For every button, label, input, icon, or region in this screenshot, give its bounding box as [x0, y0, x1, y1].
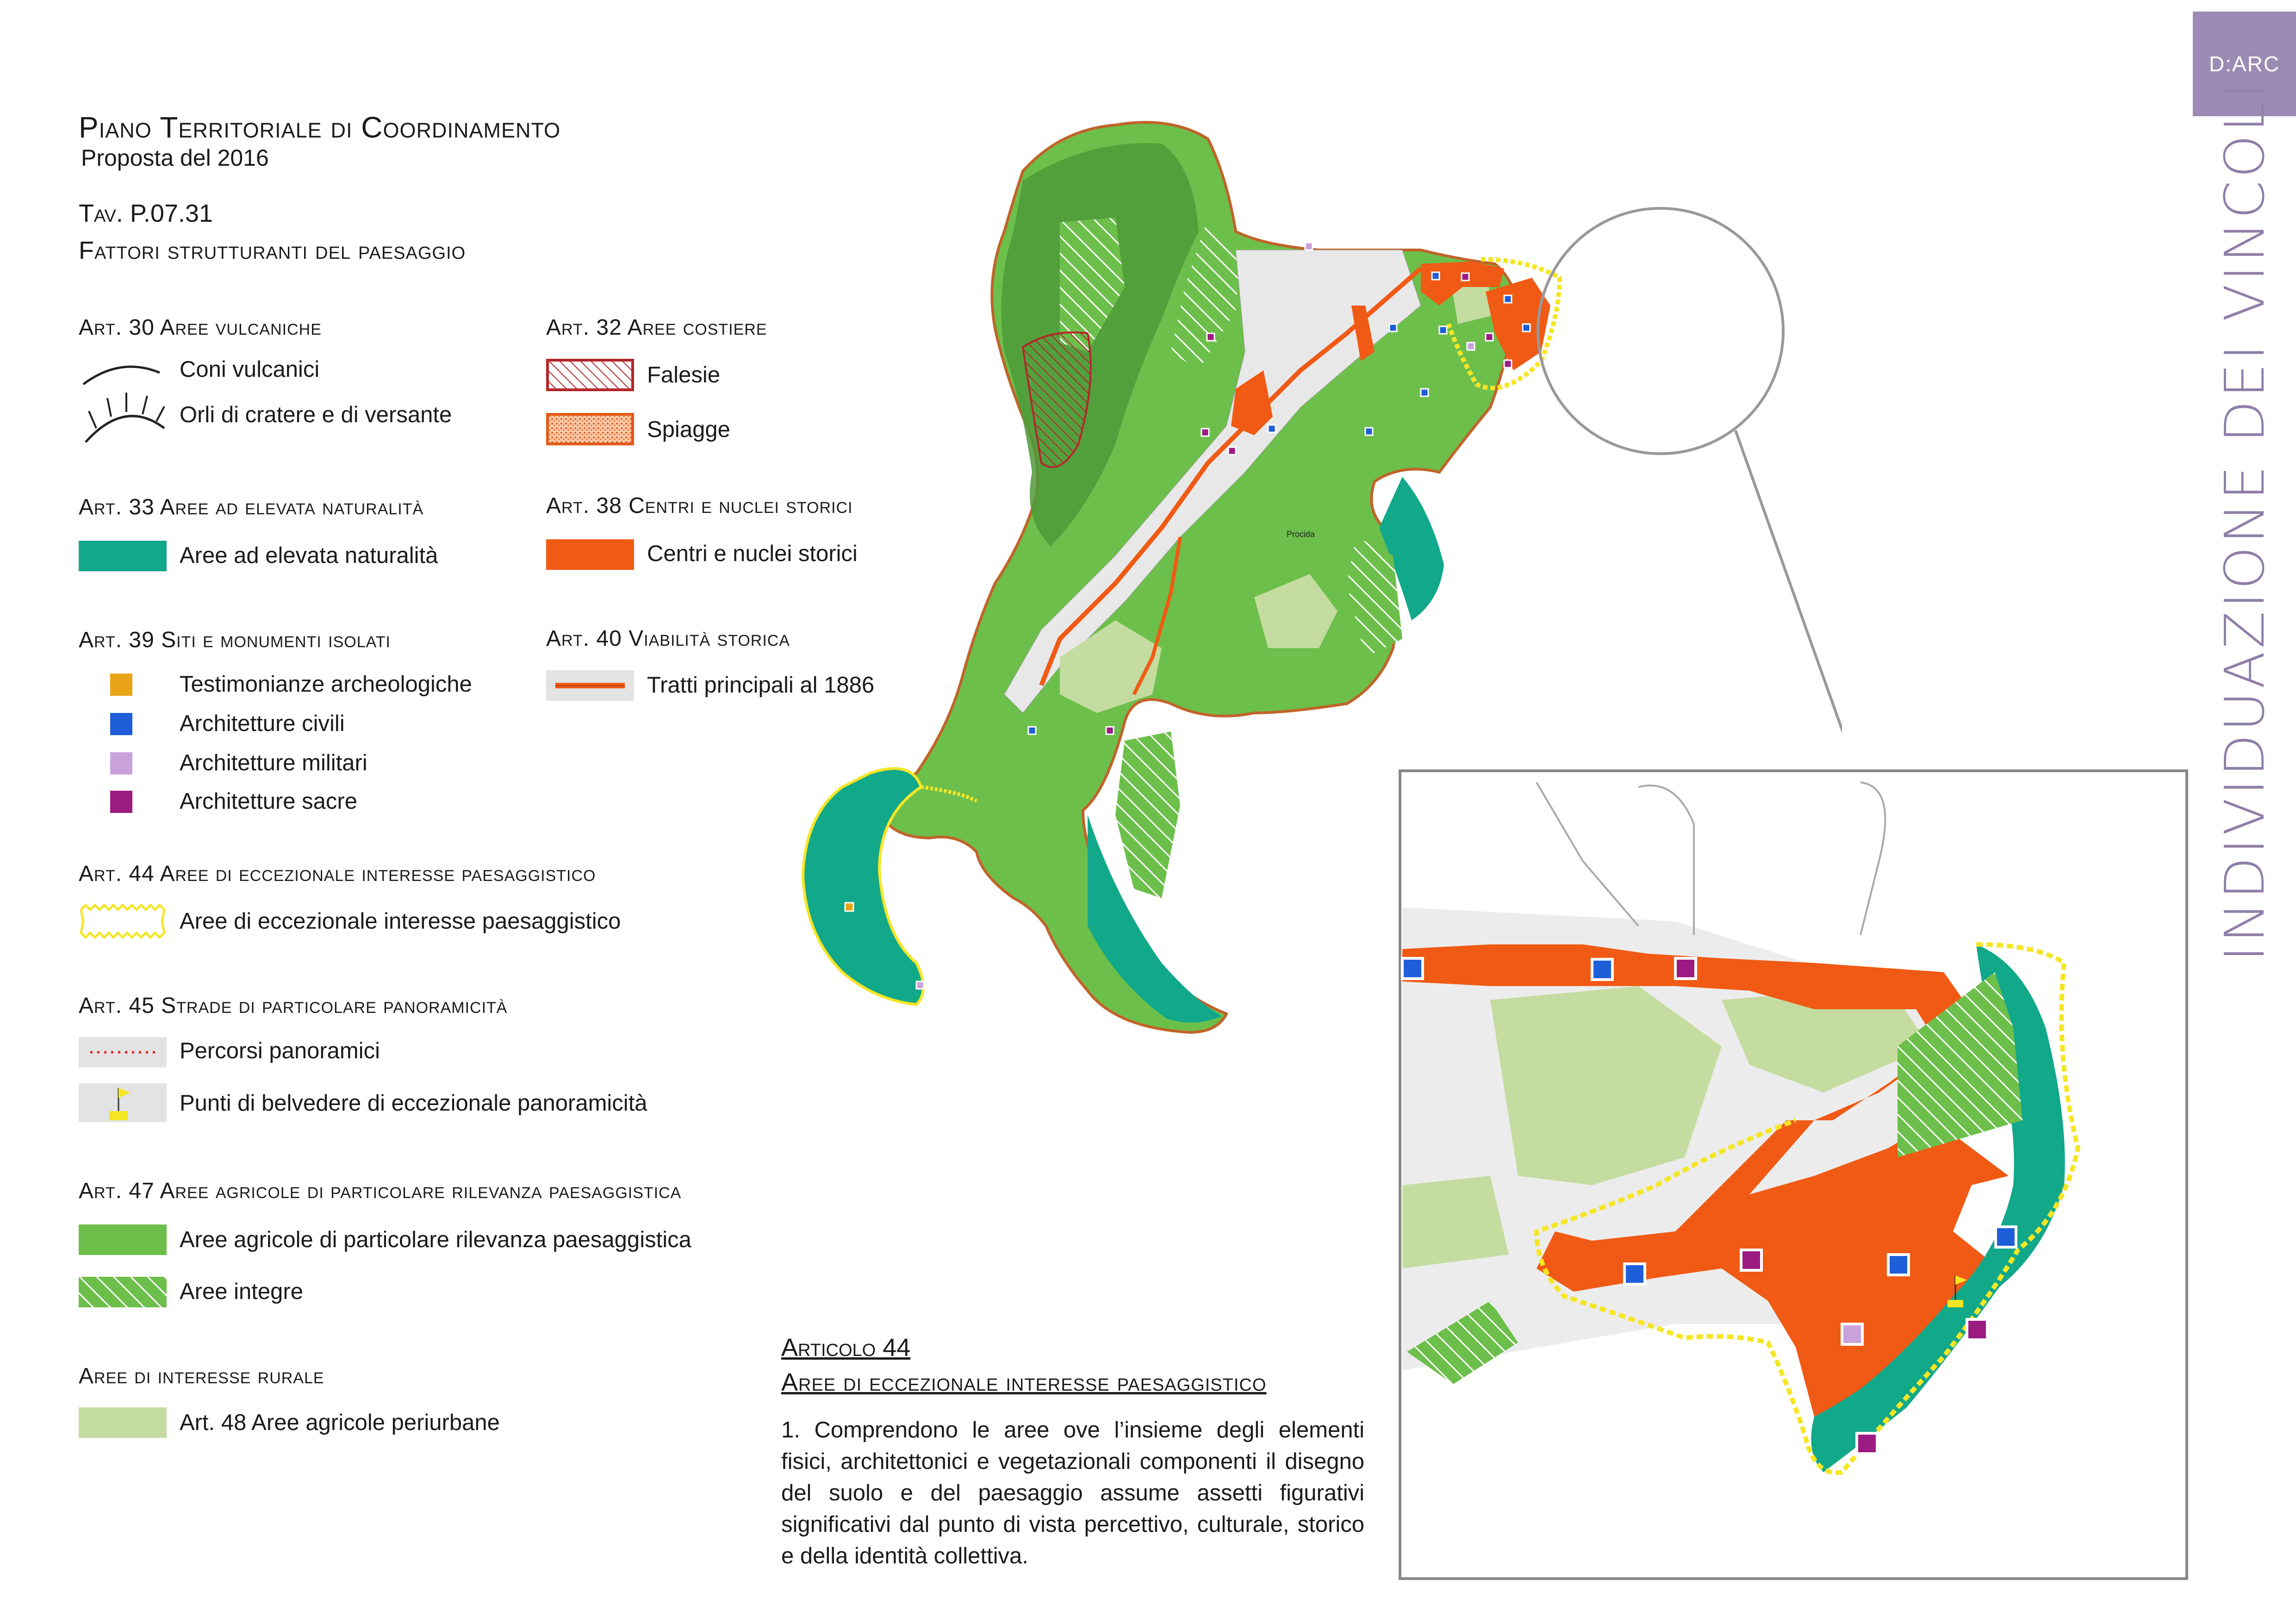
- legend-item-sacre: Architetture sacre: [180, 789, 357, 814]
- integre-swatch: [79, 1277, 167, 1307]
- table-code: Tav. P.07.31: [79, 200, 213, 227]
- magnifier-connector: [1736, 431, 1842, 768]
- marker-civile: [1421, 389, 1428, 396]
- place-label: Procida: [1287, 530, 1315, 539]
- marker-sacra: [1228, 447, 1236, 455]
- table-subtitle: Fattori strutturanti del paesaggio: [79, 237, 466, 264]
- legend-item-naturalita: Aree ad elevata naturalità: [180, 543, 438, 568]
- marker-civile: [1523, 324, 1530, 331]
- eccezionale-zigzag-icon: [79, 903, 167, 940]
- marker-civile: [1028, 727, 1036, 734]
- side-title: INDIVIDUAZIONE DEI VINCOLI: [2213, 80, 2277, 962]
- integre-area-3: [1115, 731, 1180, 898]
- marker-militare: [1467, 343, 1475, 350]
- inset-marker-civile: [1402, 958, 1423, 979]
- marker-sacra: [1504, 360, 1512, 368]
- magnifier-circle: [1538, 208, 1783, 454]
- militari-square-icon: [110, 752, 132, 775]
- legend-heading-art45: Art. 45 Strade di particolare panoramicità: [79, 993, 508, 1018]
- marker-sacra: [1201, 429, 1209, 436]
- legend-heading-art39: Art. 39 Siti e monumenti isolati: [79, 628, 391, 652]
- marker-civile: [1365, 428, 1373, 435]
- legend-heading-rurali: Aree di interesse rurale: [79, 1364, 324, 1388]
- articolo-subtitle: Aree di eccezionale interesse paesaggistico: [781, 1368, 1267, 1396]
- inset-marker-civile: [1996, 1227, 2016, 1247]
- periurbane-inset-3: [1402, 1176, 1509, 1268]
- inset-marker-civile: [1888, 1255, 1909, 1275]
- marker-sacra: [1486, 333, 1493, 341]
- legend-heading-art38: Art. 38 Centri e nuclei storici: [546, 493, 853, 518]
- legend-heading-art44: Art. 44 Aree di eccezionale interesse paesaggistico: [79, 862, 596, 886]
- legend-item-viabilita: Tratti principali al 1886: [647, 673, 875, 698]
- articolo-title: Articolo 44: [781, 1334, 911, 1362]
- archeologiche-square-icon: [110, 674, 132, 696]
- legend-heading-art32: Art. 32 Aree costiere: [546, 315, 767, 340]
- legend-heading-art47: Art. 47 Aree agricole di particolare rilevanza paesaggistica: [79, 1179, 682, 1203]
- spiagge-swatch: [546, 413, 634, 445]
- legend-item-belvedere: Punti di belvedere di eccezionale panoramicità: [180, 1091, 647, 1116]
- marker-civile: [1268, 425, 1276, 432]
- marker-civile: [1439, 326, 1447, 334]
- marker-archeologico: [845, 903, 853, 911]
- page-title: Piano Territoriale di Coordinamento: [79, 111, 561, 144]
- marker-civile: [1504, 295, 1512, 303]
- legend-item-eccezionale: Aree di eccezionale interesse paesaggistico: [180, 909, 621, 934]
- inset-marker-sacra: [1857, 1433, 1877, 1454]
- legend-heading-art33: Art. 33 Aree ad elevata naturalità: [79, 495, 424, 519]
- civili-square-icon: [110, 713, 132, 735]
- marker-militare: [1305, 243, 1313, 250]
- falesie-swatch: [546, 359, 634, 391]
- page-subtitle: Proposta del 2016: [81, 145, 269, 171]
- legend-item-orli: Orli di cratere e di versante: [180, 402, 452, 427]
- legend-item-percorsi: Percorsi panoramici: [180, 1038, 380, 1063]
- inset-marker-sacra: [1967, 1319, 1987, 1340]
- volcanic-cone-icon: [79, 352, 171, 444]
- belvedere-swatch: [79, 1083, 167, 1122]
- legend-item-archeologiche: Testimonianze archeologiche: [180, 672, 472, 697]
- legend-item-spiagge: Spiagge: [647, 417, 730, 442]
- marker-militare: [916, 981, 924, 989]
- darc-logo: D:ARC: [2193, 12, 2296, 116]
- legend-heading-art40: Art. 40 Viabilità storica: [546, 626, 790, 651]
- marker-sacra: [1462, 273, 1469, 281]
- agricole-swatch: [79, 1224, 167, 1255]
- legend-item-periurbane: Art. 48 Aree agricole periurbane: [180, 1410, 500, 1435]
- marker-sacra: [1207, 333, 1214, 341]
- marker-civile: [1432, 272, 1439, 280]
- inset-marker-civile: [1592, 959, 1612, 980]
- articolo-body: 1. Comprendono le aree ove l’insieme degli elementi fisici, architettonici e vegetazionali componenti il disegno del suolo e del paesaggio assume assetti figurativi significativi dal punto di vista percettivo, culturale, storico e della identità collettiva.: [781, 1418, 1364, 1568]
- legend-item-militari: Architetture militari: [180, 750, 367, 775]
- legend-heading-art30: Art. 30 Aree vulcaniche: [79, 315, 322, 340]
- legend-item-coni: Coni vulcanici: [180, 357, 320, 382]
- inset-marker-militare: [1842, 1324, 1862, 1344]
- zoom-inset-map: [1398, 768, 2189, 1581]
- percorsi-swatch: [79, 1037, 167, 1068]
- inset-marker-sacra: [1741, 1250, 1761, 1270]
- marker-sacra: [1106, 727, 1114, 734]
- legend-item-integre: Aree integre: [180, 1279, 303, 1304]
- marker-civile: [1389, 324, 1397, 331]
- centri-swatch: [546, 539, 634, 570]
- viabilita-swatch: [546, 670, 634, 701]
- inset-marker-civile: [1624, 1264, 1645, 1284]
- sacre-square-icon: [110, 791, 132, 813]
- legend-item-agricole: Aree agricole di particolare rilevanza paesaggistica: [180, 1227, 691, 1252]
- legend-item-falesie: Falesie: [647, 362, 720, 387]
- legend-item-civili: Architetture civili: [180, 711, 345, 736]
- legend-item-centri: Centri e nuclei storici: [647, 541, 858, 566]
- inset-marker-sacra: [1675, 958, 1696, 979]
- periurbane-swatch: [79, 1407, 167, 1438]
- belvedere-flag-icon: [79, 1083, 167, 1122]
- naturalita-swatch: [79, 541, 167, 571]
